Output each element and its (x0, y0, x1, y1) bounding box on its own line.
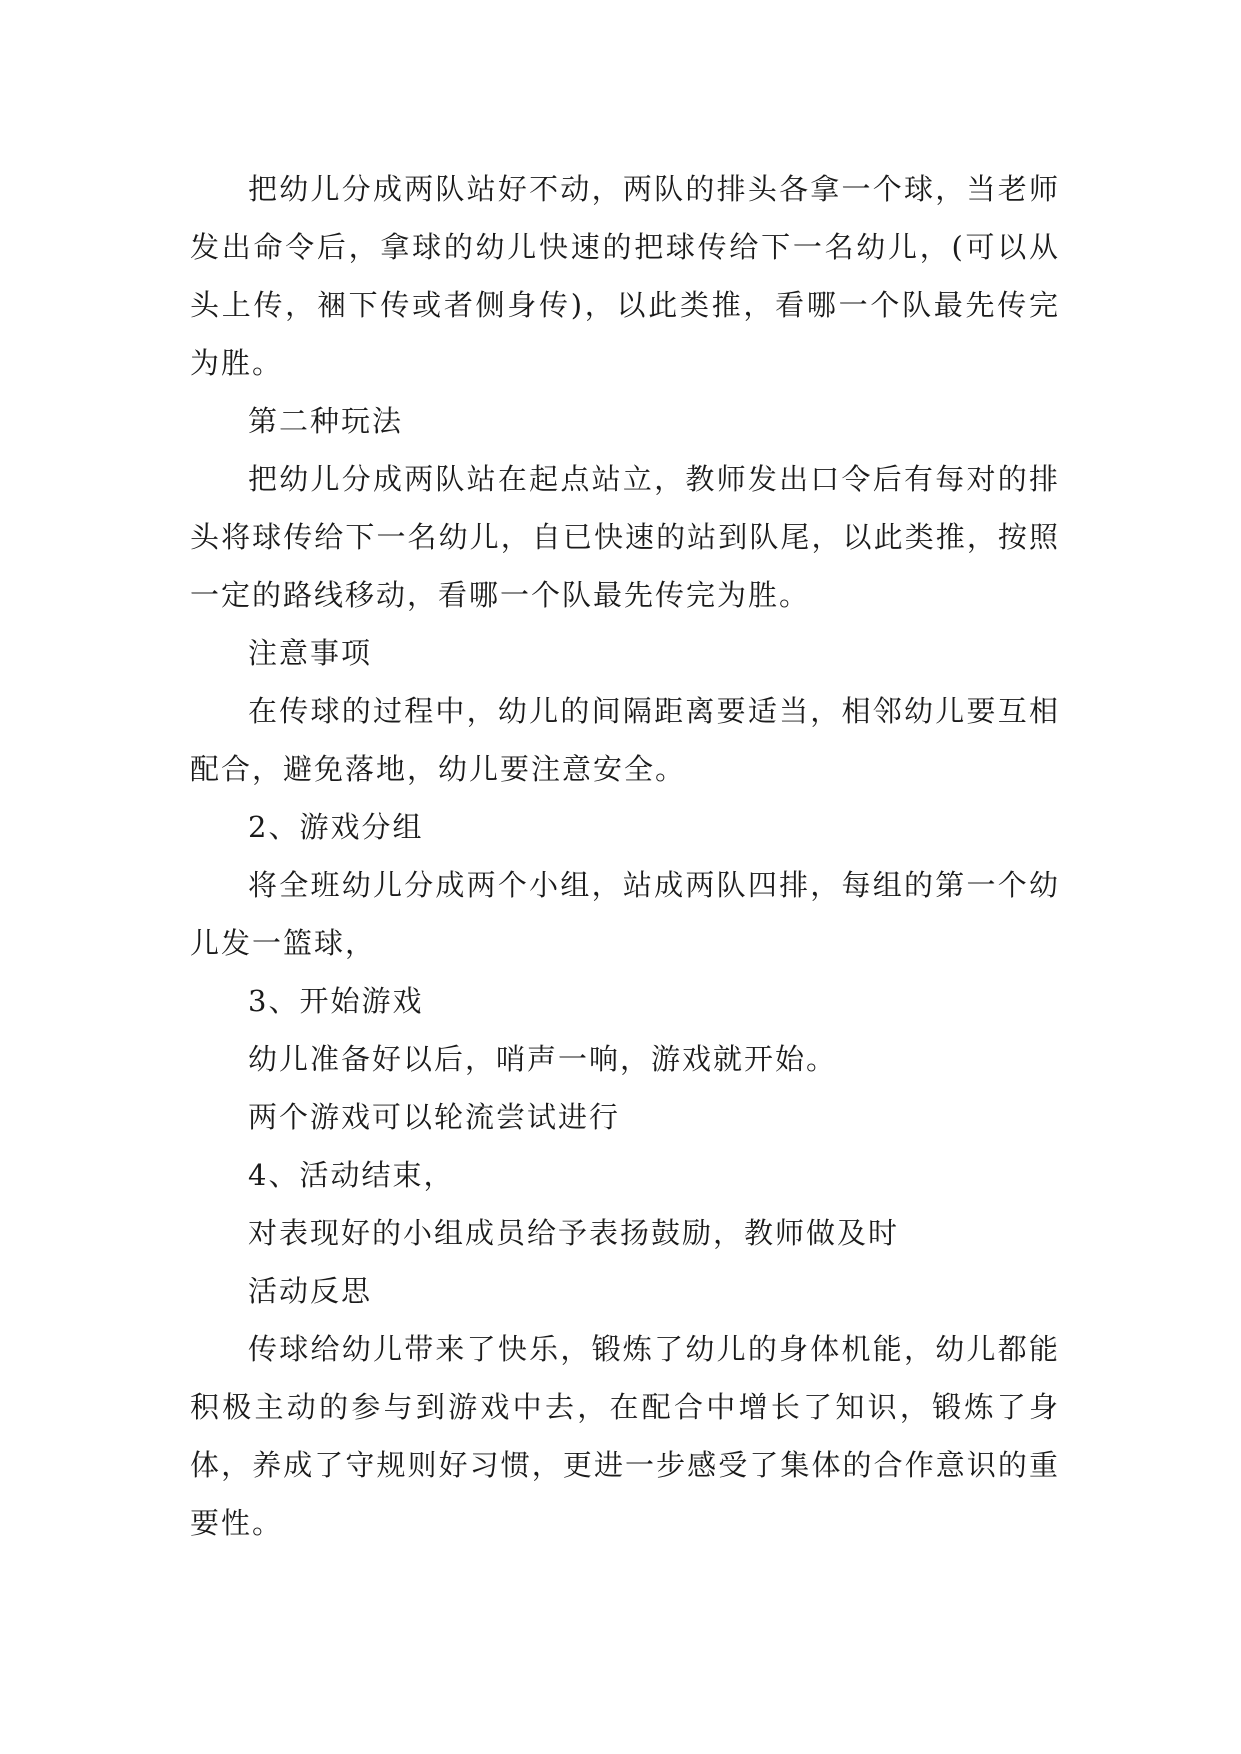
document-body (190, 160, 1060, 1552)
paragraph-activity-end: 对表现好的小组成员给予表扬鼓励，教师做及时 (248, 1216, 900, 1250)
paragraph-game-grouping: 将全班幼儿分成两个小组，站成两队四排，每组的第一个幼儿发一篮球， (190, 868, 1060, 960)
heading-game-grouping: 2、游戏分组 (248, 810, 424, 844)
heading-reflection: 活动反思 (248, 1274, 373, 1308)
paragraph-game-two-rules: 把幼儿分成两队站在起点站立，教师发出口令后有每对的排头将球传给下一名幼儿，自已快速的站到队尾，以此类推，按照一定的路线移动，看哪一个队最先传完为胜。 (190, 462, 1060, 612)
heading-start-game: 3、开始游戏 (248, 984, 424, 1018)
paragraph-start-game: 幼儿准备好以后，哨声一响，游戏就开始。 (248, 1042, 838, 1076)
paragraph-game-one-rules: 把幼儿分成两队站好不动，两队的排头各拿一个球，当老师发出命令后，拿球的幼儿快速的把球传给下一名幼儿，(可以从头上传，裍下传或者侧身传)，以此类推，看哪一个队最先传完为胜。 (190, 172, 1060, 380)
heading-precautions: 注意事项 (248, 636, 373, 670)
paragraph-reflection: 传球给幼儿带来了快乐，锻炼了幼儿的身体机能，幼儿都能积极主动的参与到游戏中去，在配合中增长了知识，锻炼了身体，养成了守规则好习惯，更进一步感受了集体的合作意识的重要性。 (190, 1332, 1060, 1540)
heading-activity-end: 4、活动结束， (248, 1158, 455, 1192)
heading-second-play-method: 第二种玩法 (248, 404, 404, 438)
paragraph-take-turns: 两个游戏可以轮流尝试进行 (248, 1100, 621, 1134)
paragraph-precautions: 在传球的过程中，幼儿的间隔距离要适当，相邻幼儿要互相配合，避免落地，幼儿要注意安全。 (190, 694, 1060, 786)
